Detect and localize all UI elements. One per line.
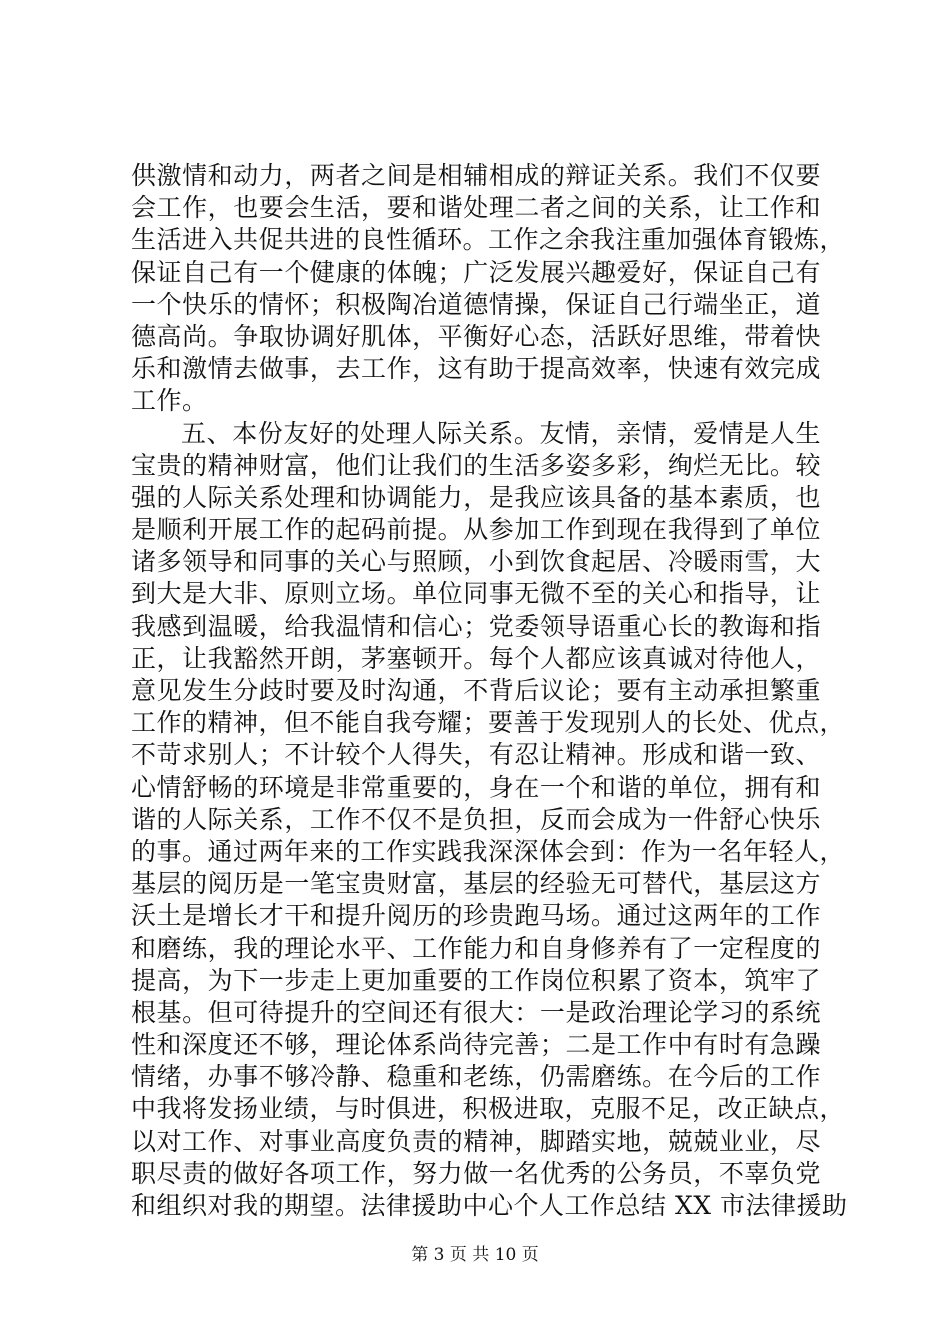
text-line: 供激情和动力，两者之间是相辅相成的辩证关系。我们不仅要 (131, 161, 821, 190)
text-line: 诸多领导和同事的关心与照顾，小到饮食起居、冷暖雨雪，大 (131, 547, 821, 577)
text-line: 会工作，也要会生活，要和谐处理二者之间的关系，让工作和 (131, 193, 821, 223)
text-line: 职尽责的做好各项工作，努力做一名优秀的公务员，不辜负党 (131, 1158, 821, 1188)
text-line: 工作的精神，但不能自我夸耀；要善于发现别人的长处、优点， (131, 708, 846, 738)
text-line: 到大是大非、原则立场。单位同事无微不至的关心和指导，让 (131, 579, 821, 609)
text-line: 基层的阅历是一笔宝贵财富，基层的经验无可替代，基层这方 (131, 869, 821, 899)
text-line: 五、本份友好的处理人际关系。友情，亲情，爱情是人生 (181, 418, 821, 448)
text-line: 性和深度还不够，理论体系尚待完善；二是工作中有时有急躁 (131, 1030, 821, 1060)
body-text (131, 160, 848, 1222)
text-line: 的事。通过两年来的工作实践我深深体会到：作为一名年轻人， (131, 836, 846, 866)
text-line: 意见发生分歧时要及时沟通，不背后议论；要有主动承担繁重 (131, 676, 821, 705)
text-line: 和组织对我的期望。法律援助中心个人工作总结 XX 市法律援助 (131, 1191, 848, 1220)
text-line: 生活进入共促共进的良性循环。工作之余我注重加强体育锻炼， (131, 225, 846, 255)
text-line: 以对工作、对事业高度负责的精神，脚踏实地，兢兢业业，尽 (131, 1126, 821, 1156)
text-line: 提高，为下一步走上更加重要的工作岗位积累了资本，筑牢了 (131, 965, 821, 995)
text-line: 中我将发扬业绩，与时俱进，积极进取，克服不足，改正缺点， (131, 1094, 846, 1124)
text-line: 心情舒畅的环境是非常重要的，身在一个和谐的单位，拥有和 (131, 772, 821, 802)
text-line: 工作。 (131, 386, 208, 416)
text-line: 宝贵的精神财富，他们让我们的生活多姿多彩，绚烂无比。较 (131, 450, 821, 480)
text-line: 和磨练，我的理论水平、工作能力和自身修养有了一定程度的 (131, 933, 821, 963)
text-line: 保证自己有一个健康的体魄；广泛发展兴趣爱好，保证自己有 (131, 257, 821, 287)
text-line: 强的人际关系处理和协调能力，是我应该具备的基本素质，也 (131, 482, 821, 512)
text-line: 根基。但可待提升的空间还有很大：一是政治理论学习的系统 (131, 997, 821, 1027)
text-line: 一个快乐的情怀；积极陶冶道德情操，保证自己行端坐正，道 (131, 289, 821, 319)
text-line: 我感到温暖，给我温情和信心；党委领导语重心长的教诲和指 (131, 611, 821, 641)
text-line: 正，让我豁然开朗，茅塞顿开。每个人都应该真诚对待他人， (131, 643, 821, 673)
text-line: 沃土是增长才干和提升阅历的珍贵跑马场。通过这两年的工作 (131, 901, 821, 931)
text-line: 情绪，办事不够冷静、稳重和老练，仍需磨练。在今后的工作 (131, 1062, 821, 1092)
text-line: 不苛求别人；不计较个人得失，有忍让精神。形成和谐一致、 (131, 740, 821, 770)
page-number-footer: 第 3 页 共 10 页 (411, 1245, 539, 1265)
text-line: 谐的人际关系，工作不仅不是负担，反而会成为一件舒心快乐 (131, 804, 821, 834)
text-line: 乐和激情去做事，去工作，这有助于提高效率，快速有效完成 (131, 354, 821, 384)
text-line: 德高尚。争取协调好肌体，平衡好心态，活跃好思维，带着快 (131, 321, 821, 351)
text-line: 是顺利开展工作的起码前提。从参加工作到现在我得到了单位 (131, 515, 821, 545)
